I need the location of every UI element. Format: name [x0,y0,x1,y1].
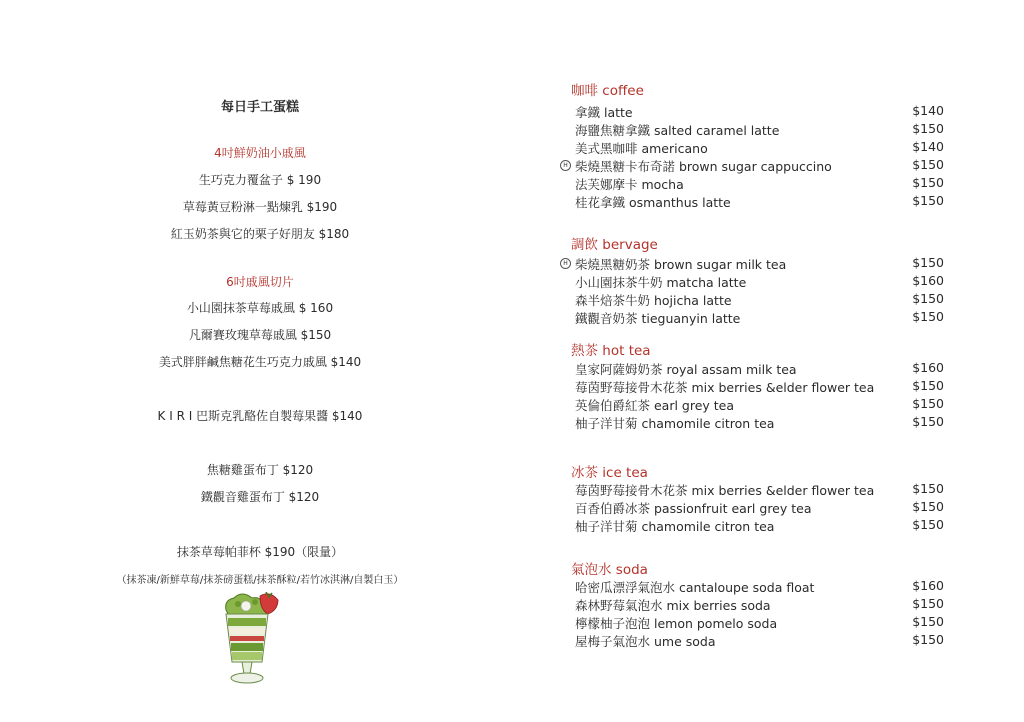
cake-item: 美式胖胖鹹焦糖花生巧克力戚風 $140 [158,355,362,369]
matcha-parfait-illustration [220,592,284,692]
drink-price: $150 [912,378,944,393]
drink-item [560,396,944,414]
drink-item [560,139,944,157]
drink-item [560,309,944,327]
drink-item [560,481,944,499]
drink-price: $160 [912,360,944,375]
drink-name: 莓茵野莓接骨木花茶 mix berries &elder flower tea [575,380,875,395]
drink-item [560,360,944,378]
drink-item [560,157,944,175]
drink-price: $150 [912,596,944,611]
kiri-cheesecake: K I R I 巴斯克乳酪佐自製莓果醬 $140 [157,409,363,423]
drink-item [560,499,944,517]
drink-price: $150 [912,291,944,306]
drink-price: $150 [912,499,944,514]
drink-price: $150 [912,157,944,172]
pudding-item: 鐵觀音雞蛋布丁 $120 [200,490,320,504]
drink-item [560,378,944,396]
drink-price: $150 [912,193,944,208]
drink-name: 海鹽焦糖拿鐵 salted caramel latte [575,123,780,138]
drink-item [560,103,944,121]
drink-name: 皇家阿薩姆奶茶 royal assam milk tea [575,362,797,377]
drink-price: $160 [912,273,944,288]
drink-name: 美式黑咖啡 americano [575,141,708,156]
drink-section-title: 氣泡水 soda [571,562,648,578]
drink-section-title: 咖啡 coffee [571,83,644,99]
drink-price: $140 [912,103,944,118]
drink-item [560,291,944,309]
cake-item: 紅玉奶茶與它的栗子好朋友 $180 [170,227,350,241]
drink-item [560,121,944,139]
drink-name: 拿鐵 latte [575,105,633,120]
drink-price: $150 [912,632,944,647]
cake-item: 凡爾賽玫瑰草莓戚風 $150 [188,328,332,342]
drink-price: $150 [912,255,944,270]
drink-section-title: 冰茶 ice tea [571,465,648,481]
pudding-item: 焦糖雞蛋布丁 $120 [206,463,314,477]
drink-section-title: 調飲 bervage [571,237,658,253]
drink-name: 柚子洋甘菊 chamomile citron tea [575,519,775,534]
drink-price: $160 [912,578,944,593]
parfait-note: （抹茶凍/新鮮草莓/抹茶磅蛋糕/抹茶酥粒/若竹冰淇淋/自製白玉） [116,575,404,586]
drink-item [560,255,944,273]
drink-name: 柴燒黑糖奶茶 brown sugar milk tea [575,257,787,272]
drink-name: 小山園抹茶牛奶 matcha latte [575,275,747,290]
hot-available-icon: H [560,258,571,269]
drink-name: 森半焙茶牛奶 hojicha latte [575,293,732,308]
drink-item [560,193,944,211]
drink-price: $150 [912,175,944,190]
drink-name: 英倫伯爵紅茶 earl grey tea [575,398,735,413]
drink-name: 莓茵野莓接骨木花茶 mix berries &elder flower tea [575,483,875,498]
drink-price: $150 [912,414,944,429]
drink-name: 森林野莓氣泡水 mix berries soda [575,598,771,613]
drink-name: 柴燒黑糖卡布奇諾 brown sugar cappuccino [575,159,832,174]
drink-item [560,273,944,291]
drink-item [560,517,944,535]
drink-name: 屋梅子氣泡水 ume soda [575,634,716,649]
drink-section-title: 熱茶 hot tea [571,343,651,359]
drink-name: 桂花拿鐵 osmanthus latte [575,195,731,210]
parfait-item: 抹茶草莓帕菲杯 $190（限量） [176,545,344,559]
drink-name: 鐵觀音奶茶 tieguanyin latte [575,311,741,326]
drink-price: $150 [912,481,944,496]
drink-name: 哈密瓜漂浮氣泡水 cantaloupe soda float [575,580,815,595]
drink-item [560,596,944,614]
cake-item: 草莓黃豆粉淋一點煉乳 $190 [182,200,338,214]
drink-price: $150 [912,309,944,324]
drink-price: $150 [912,614,944,629]
drink-name: 柚子洋甘菊 chamomile citron tea [575,416,775,431]
drink-price: $140 [912,139,944,154]
drink-name: 法芙娜摩卡 mocha [575,177,684,192]
drink-price: $150 [912,396,944,411]
drink-item [560,578,944,596]
drink-item [560,632,944,650]
drink-name: 百香伯爵冰茶 passionfruit earl grey tea [575,501,812,516]
drink-price: $150 [912,517,944,532]
cake-item: 小山園抹茶草莓戚風 $ 160 [186,301,334,315]
drink-item [560,175,944,193]
cake-item: 生巧克力覆盆子 $ 190 [198,173,322,187]
drink-item [560,414,944,432]
cake-subheading-4inch: 4吋鮮奶油小戚風 [214,146,306,160]
cake-subheading-6inch: 6吋戚風切片 [226,275,294,289]
drink-name: 檸檬柚子泡泡 lemon pomelo soda [575,616,778,631]
drink-item [560,614,944,632]
drink-price: $150 [912,121,944,136]
cake-menu-title: 每日手工蛋糕 [220,100,299,115]
hot-available-icon: H [560,160,571,171]
